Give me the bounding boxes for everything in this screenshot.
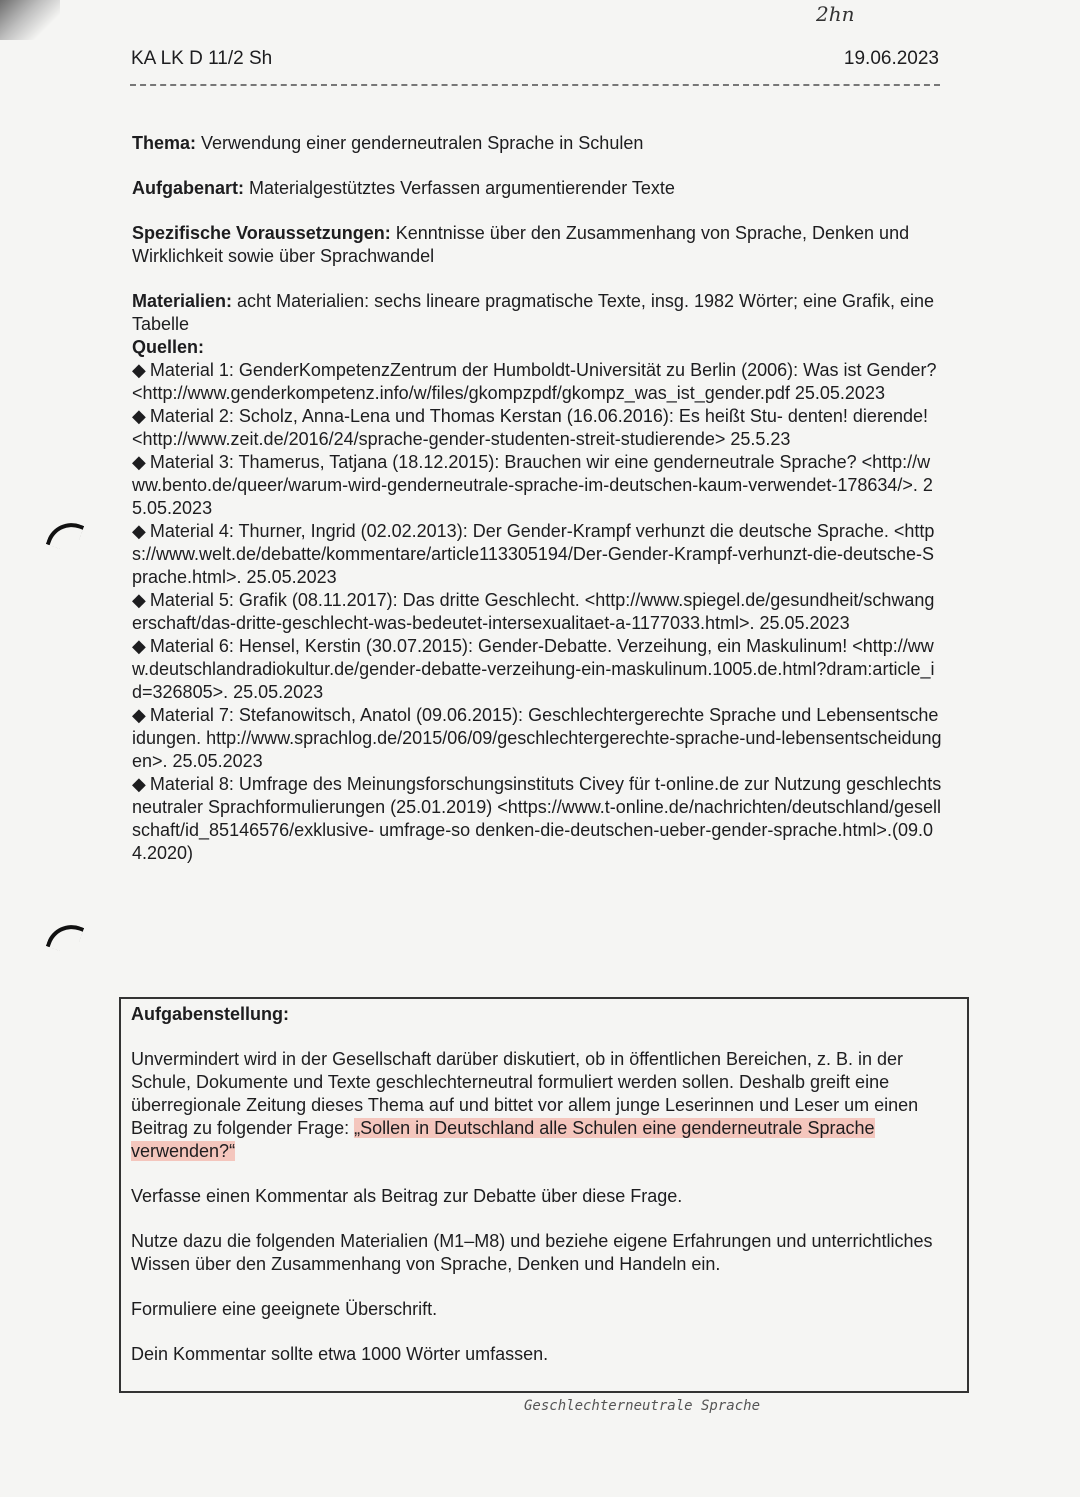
diamond-bullet-icon: ◆: [132, 590, 146, 610]
theme-text: Verwendung einer genderneutralen Sprache in Schulen: [201, 133, 644, 153]
course-label: KA LK D 11/2 Sh: [131, 48, 273, 69]
task-type-line: [132, 177, 942, 200]
task-type-label: Aufgabenart:: [132, 178, 244, 198]
diamond-bullet-icon: ◆: [132, 406, 146, 426]
prerequisites-text: Kenntnisse über den Zusammenhang von Sprache, Denken und Wirklichkeit sowie über Sprachwandel: [132, 223, 910, 266]
source-item: [132, 704, 942, 773]
source-text: Material 5: Grafik (08.11.2017): Das dritte Geschlecht. <http://www.spiegel.de/gesundheit/schwangerschaft/das-dritte-geschlecht-was-bedeutet-intersexualitaet-a-1177033.html>. 25.05.2023: [132, 590, 935, 633]
source-item: [132, 520, 942, 589]
theme-line: [132, 132, 942, 155]
punch-hole-mark-icon: [46, 918, 84, 956]
theme-label: Thema:: [132, 133, 197, 153]
assignment-task-1: Verfasse einen Kommentar als Beitrag zur Debatte über diese Frage.: [131, 1186, 683, 1206]
source-item: [132, 635, 942, 704]
page-corner-shadow: [0, 0, 60, 40]
source-text: Material 1: GenderKompetenzZentrum der Humboldt-Universität zu Berlin (2006): Was ist Gender?<http://www.genderkompetenz.info/w/files/gkompzpdf/gkompz_was_ist_gender.pdf 25.05.2023: [132, 360, 937, 403]
source-text: Material 2: Scholz, Anna-Lena und Thomas Kerstan (16.06.2016): Es heißt Stu- denten! dierende! <http://www.zeit.de/2016/24/sprache-gender-studenten-streit-studierende> 25.5.23: [132, 406, 928, 449]
source-item: [132, 405, 942, 451]
diamond-bullet-icon: ◆: [132, 774, 146, 794]
source-text: Material 4: Thurner, Ingrid (02.02.2013): Der Gender-Krampf verhunzt die deutsche Sprache. <https://www.welt.de/debatte/kommentare/article113305194/Der-Gender-Krampf-verhunzt-die-deutsche-Sprache.html>. 25.05.2023: [132, 521, 935, 587]
handwritten-footnote: Geschlechterneutrale Sprache: [524, 1398, 761, 1414]
diamond-bullet-icon: ◆: [132, 360, 146, 380]
source-item: [132, 589, 942, 635]
source-item: [132, 773, 942, 865]
assignment-task-3: Formuliere eine geeignete Überschrift.: [131, 1299, 438, 1319]
source-text: Material 6: Hensel, Kerstin (30.07.2015): Gender-Debatte. Verzeihung, ein Maskulinum! <http://www.deutschlandradiokultur.de/gender-debatte-verzeihung-ein-maskulinum.1005.de.html?dram:article_id=326805>. 25.05.2023: [132, 636, 935, 702]
assignment-intro-text: Unvermindert wird in der Gesellschaft darüber diskutiert, ob in öffentlichen Bereichen, z. B. in der Schule, Dokumente und Texte geschlechterneutral formuliert werden sollen. Deshalb greift eine überregionale Zeitung dieses Thema auf und bittet vor allem junge Leserinnen und Leser um einen Beitrag zu folgender Frage:: [131, 1049, 919, 1138]
assignment-title: Aufgabenstellung:: [131, 1004, 289, 1024]
assignment-task-4: Dein Kommentar sollte etwa 1000 Wörter umfassen.: [131, 1344, 549, 1364]
handwritten-note: 2hn: [816, 2, 855, 26]
assignment-task-2: Nutze dazu die folgenden Materialien (M1–M8) und beziehe eigene Erfahrungen und unterrichtliches Wissen über den Zusammenhang von Sprache, Denken und Handeln ein.: [131, 1231, 933, 1274]
source-item: [132, 451, 942, 520]
diamond-bullet-icon: ◆: [132, 521, 146, 541]
source-text: Material 3: Thamerus, Tatjana (18.12.2015): Brauchen wir eine genderneutrale Sprache? <http://www.bento.de/queer/warum-wird-genderneutrale-sprache-im-deutschen-kaum-verwendet-178634/>. 25.05.2023: [132, 452, 933, 518]
assignment-intro: [131, 1048, 955, 1163]
source-text: Material 7: Stefanowitsch, Anatol (09.06.2015): Geschlechtergerechte Sprache und Lebensentscheidungen. http://www.sprachlog.de/2015/06/09/geschlechtergerechte-sprache-und-lebensentscheidungen>. 25.05.2023: [132, 705, 942, 771]
date-label: 19.06.2023: [843, 48, 939, 69]
source-text: Material 8: Umfrage des Meinungsforschungsinstituts Civey für t-online.de zur Nutzung geschlechtsneutraler Sprachformulierungen (25.01.2019) <https://www.t-online.de/nachrichten/deutschland/gesellschaft/id_85146576/exklusive- umfrage-so denken-die-deutschen-ueber-gender-sprache.html>.(09.04.2020): [132, 774, 942, 863]
diamond-bullet-icon: ◆: [132, 452, 146, 472]
header-divider: [130, 84, 940, 86]
materials-line: [132, 290, 942, 336]
diamond-bullet-icon: ◆: [132, 705, 146, 725]
diamond-bullet-icon: ◆: [132, 636, 146, 656]
assignment-box: [119, 997, 969, 1393]
page-header: [131, 48, 939, 70]
source-item: [132, 359, 942, 405]
prerequisites-label: Spezifische Voraussetzungen:: [132, 223, 391, 243]
punch-hole-mark-icon: [46, 516, 84, 554]
document-body: [132, 132, 942, 865]
prerequisites-line: [132, 222, 942, 268]
sources-list: [132, 359, 942, 865]
highlighted-question: „Sollen in Deutschland alle Schulen eine genderneutrale Sprache verwenden?“: [131, 1118, 875, 1161]
materials-text: acht Materialien: sechs lineare pragmatische Texte, insg. 1982 Wörter; eine Grafik, eine Tabelle: [132, 291, 935, 334]
sources-label: Quellen:: [132, 337, 205, 357]
materials-label: Materialien:: [132, 291, 233, 311]
task-type-text: Materialgestütztes Verfassen argumentierender Texte: [249, 178, 675, 198]
